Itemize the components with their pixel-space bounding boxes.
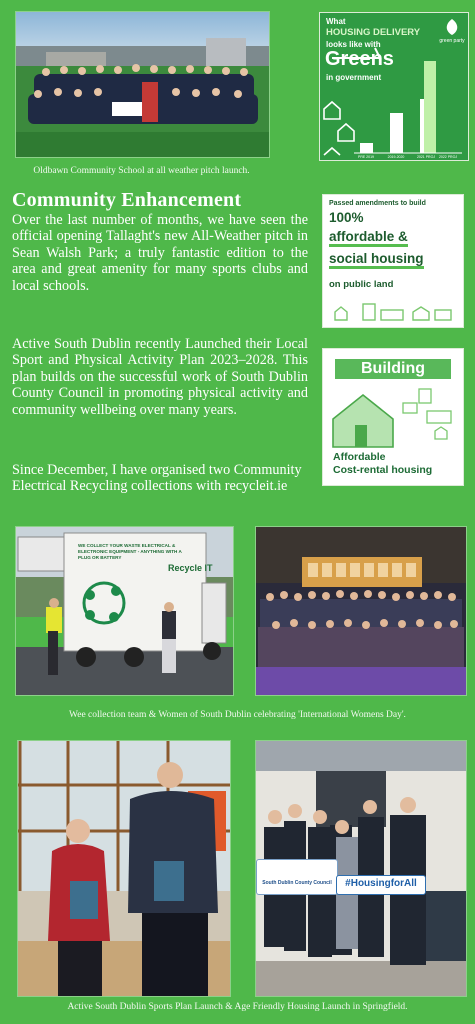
council-banner-text: South Dublin County Council [262,880,332,886]
school-photo-caption: Oldbawn Community School at all weather pitch launch. [33,166,250,176]
building-affordable: Affordable [333,451,386,463]
recycling-truck-photo [15,526,234,696]
affordable-100: 100% [329,210,364,225]
infographic-line-housing-delivery: HOUSING DELIVERY [326,27,421,38]
infographic-line-in-government: in government [326,73,382,82]
infographic-line-looks-like: looks like with [326,40,381,49]
sports-plan-photo [17,740,231,997]
green-party-brand: green party [439,38,465,44]
infographic-line-what: What [326,17,346,26]
housing-delivery-bars [320,13,468,160]
housing-delivery-infographic [319,12,469,161]
truck-brand: Recycle IT [168,563,213,573]
article-heading: Community Enhancement [12,189,242,211]
public-land-line: on public land [329,279,394,290]
building-cost-rental: Cost-rental housing [333,464,433,476]
house-icon [323,385,463,449]
building-infographic [322,348,464,486]
womens-day-photo [255,526,467,696]
social-housing-line: social housing [329,251,424,269]
affordable-housing-infographic [322,194,464,328]
council-banner [256,859,338,895]
housing-for-all-banner [336,875,426,895]
bar-label-1: PRE 2019 [358,155,374,159]
affordable-line: affordable & [329,229,408,247]
housing-launch-photo [255,740,467,997]
bar-label-2: 2019-2020 [387,155,405,159]
article-paragraph-3: Since December, I have organised two Community Electrical Recycling collections with recycleit.ie [12,462,302,495]
row3-caption: Active South Dublin Sports Plan Launch & Age Friendly Housing Launch in Springfield. [67,1002,408,1012]
affordable-top-line: Passed amendments to build [329,200,426,207]
building-icons [323,300,463,324]
article-paragraph-2: Active South Dublin recently Launched their Local Sport and Physical Activity Plan 2023–2028. This plan builds on the successful work of South Dublin County Council in promoting physical activity and community wellbeing over many years. [12,336,308,418]
row2-caption: Wee collection team & Women of South Dublin celebrating 'International Womens Day'. [69,710,406,720]
bar-label-3: 2021 PROJ [416,155,436,159]
article-paragraph-1: Over the last number of months, we have seen the official opening Tallaght's new All-Weather pitch in Sean Walsh Park; a truly fantastic edition to the area and great amenity for many sports clubs and local schools. [12,212,308,294]
infographic-line-greens: Greens [325,48,394,70]
bar-label-4: 2022 PROJ [438,155,458,159]
truck-side-text: WE COLLECT YOUR WASTE ELECTRICAL & ELECTRONIC EQUIPMENT - ANYTHING WITH A PLUG OR BATTERY [78,543,182,560]
building-title: Building [335,359,451,379]
housing-for-all-text: #HousingforAll [345,878,417,889]
school-pitch-photo [15,11,270,158]
